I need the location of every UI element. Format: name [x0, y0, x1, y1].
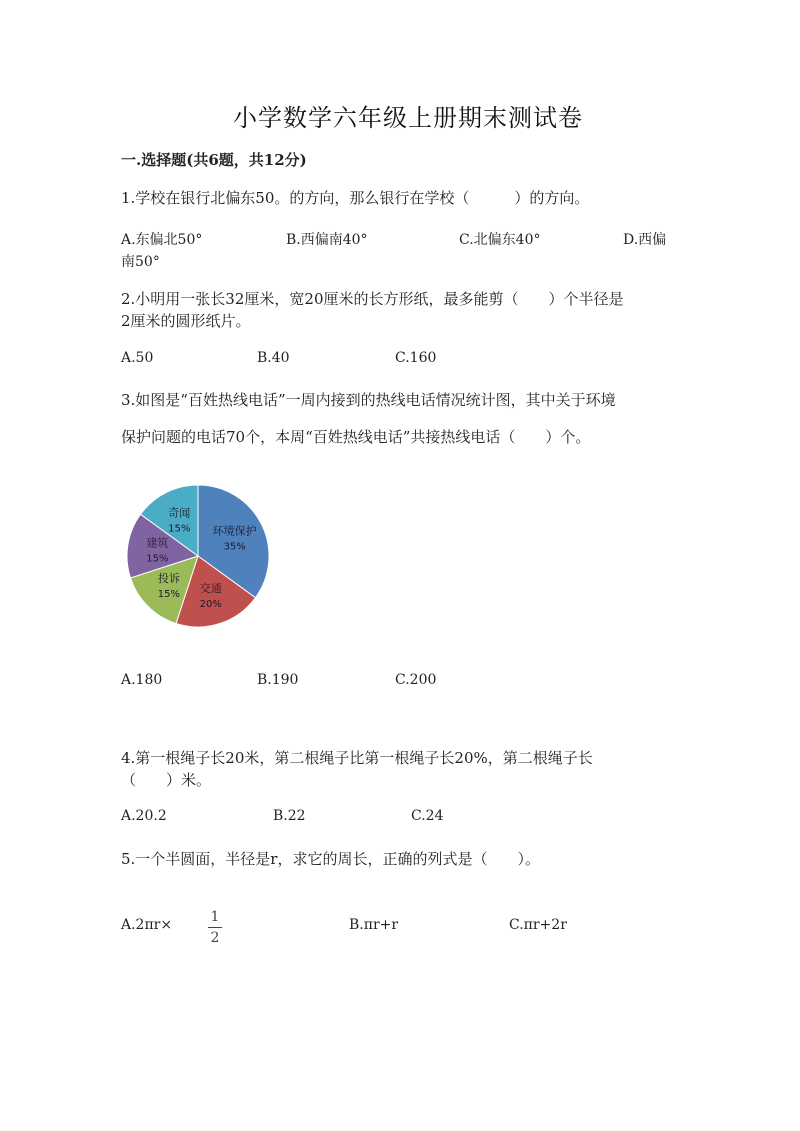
question-1-stem: 1.学校在银行北偏东50。的方向，那么银行在学校（ ）的方向。	[121, 189, 590, 207]
page-title: 小学数学六年级上册期末测试卷	[233, 104, 583, 132]
question-3-option-a[interactable]: A.180	[121, 672, 163, 688]
question-4-option-b[interactable]: B.22	[273, 808, 306, 824]
pie-label-1: 交通	[199, 582, 222, 596]
pie-label-2: 投诉	[157, 572, 180, 586]
pie-pct-label-0: 35%	[223, 541, 246, 553]
question-5-option-a[interactable]: A.2πr×	[121, 917, 173, 933]
pie-label-3: 建筑	[146, 536, 169, 550]
pie-pct-label-4: 15%	[168, 523, 191, 535]
question-5-option-c[interactable]: C.πr+2r	[509, 917, 567, 933]
fraction-denominator: 2	[210, 930, 220, 946]
question-5-stem: 5.一个半圆面，半径是r，求它的周长，正确的列式是（ ）。	[121, 850, 540, 868]
question-4-stem-line2: （ ）米。	[121, 771, 212, 789]
section-heading: 一.选择题(共6题，共12分)	[121, 151, 307, 169]
question-2-stem-line1: 2.小明用一张长32厘米，宽20厘米的长方形纸，最多能剪（ ）个半径是	[121, 290, 624, 308]
question-1-option-d-cont: 南50°	[121, 254, 160, 270]
pie-label-4: 奇闻	[168, 506, 191, 520]
pie-pct-label-3: 15%	[146, 553, 169, 565]
question-4-stem-line1: 4.第一根绳子长20米，第二根绳子比第一根绳子长20%，第二根绳子长	[121, 749, 593, 767]
question-2-option-b[interactable]: B.40	[257, 350, 290, 366]
question-4-option-c[interactable]: C.24	[411, 808, 444, 824]
question-1-option-b[interactable]: B.西偏南40°	[286, 232, 368, 248]
question-1-option-a[interactable]: A.东偏北50°	[121, 232, 203, 248]
fraction-bar	[208, 927, 222, 928]
question-1-option-d[interactable]: D.西偏	[623, 232, 667, 248]
question-5-option-b[interactable]: B.πr+r	[349, 917, 399, 933]
question-4-option-a[interactable]: A.20.2	[121, 808, 167, 824]
one-half-fraction	[208, 909, 222, 946]
pie-chart	[118, 476, 278, 636]
question-3-option-c[interactable]: C.200	[395, 672, 437, 688]
question-3-option-b[interactable]: B.190	[257, 672, 299, 688]
question-3-stem-line2: 保护问题的电话70个，本周“百姓热线电话”共接热线电话（ ）个。	[121, 428, 591, 446]
fraction-numerator: 1	[210, 909, 220, 925]
question-2-option-a[interactable]: A.50	[121, 350, 154, 366]
pie-pct-label-2: 15%	[157, 589, 180, 601]
pie-label-0: 环境保护	[212, 524, 257, 538]
question-2-stem-line2: 2厘米的圆形纸片。	[121, 312, 251, 330]
pie-pct-label-1: 20%	[199, 599, 222, 611]
question-1-option-c[interactable]: C.北偏东40°	[459, 232, 541, 248]
question-2-option-c[interactable]: C.160	[395, 350, 437, 366]
question-3-stem-line1: 3.如图是“百姓热线电话”一周内接到的热线电话情况统计图，其中关于环境	[121, 391, 616, 409]
